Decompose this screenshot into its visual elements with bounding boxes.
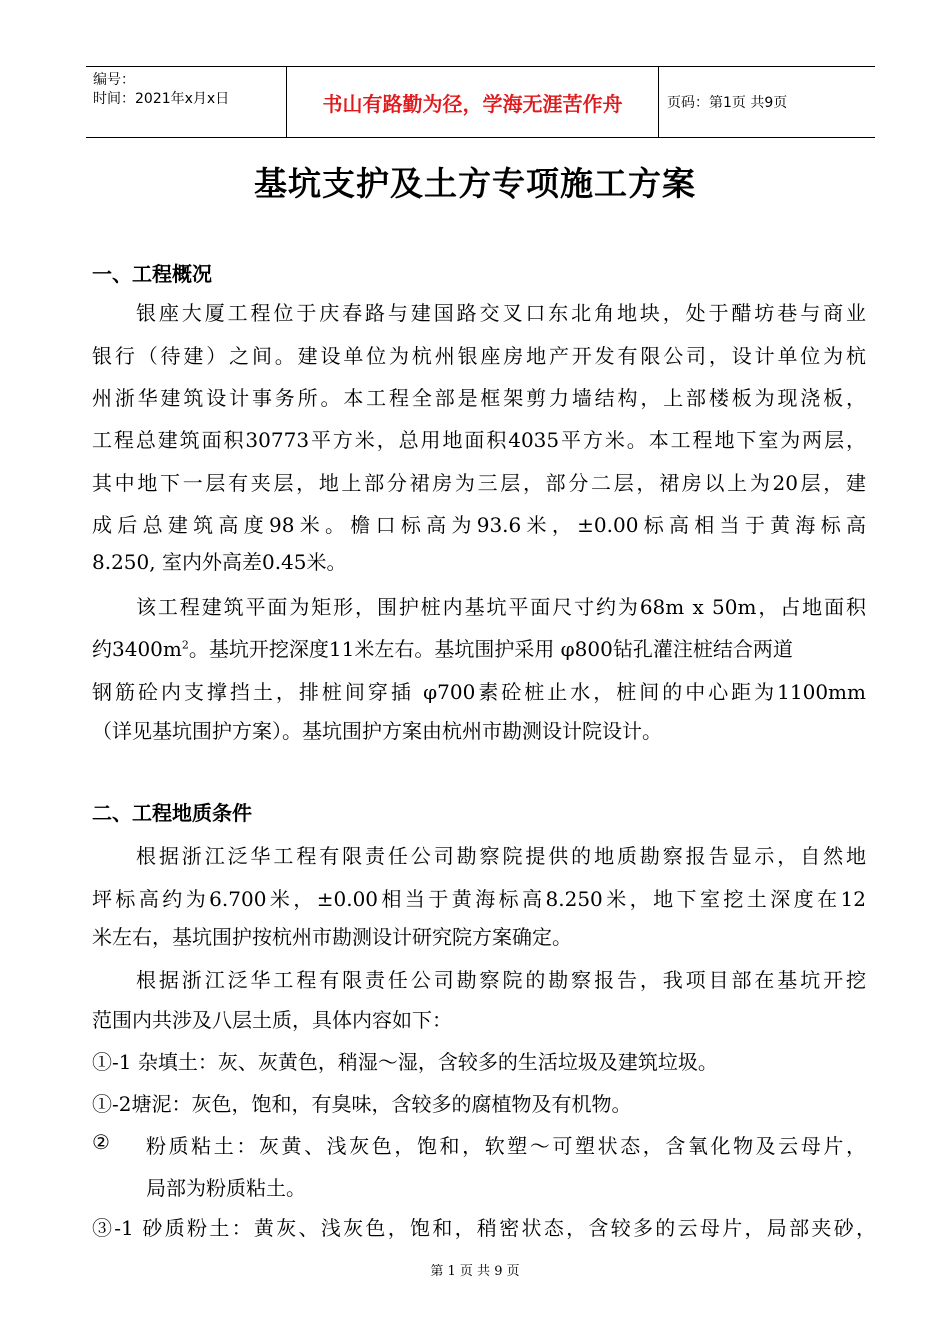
time-label: 时间：2021年x月x日 — [93, 91, 230, 107]
soil-item: ①-1 杂填土：灰、灰黄色，稍湿～湿，含较多的生活垃圾及建筑垃圾。 — [92, 1050, 718, 1074]
superscript-2: 2 — [181, 638, 189, 652]
paragraph-line: 坪标高约为6.700米，±0.00相当于黄海标高8.250米，地下室挖土深度在12 — [92, 887, 866, 911]
soil-item-marker: ② — [92, 1130, 110, 1154]
paragraph-line-area — [92, 633, 793, 662]
area-value: 约3400m — [92, 637, 182, 661]
section-heading-geology: 二、工程地质条件 — [92, 801, 252, 825]
header-meta — [86, 67, 286, 137]
header-page-info: 页码：第1页 共9页 — [667, 95, 788, 111]
document-title: 基坑支护及土方专项施工方案 — [254, 164, 696, 203]
paragraph-line: 成后总建筑高度98米。檐口标高为93.6米，±0.00标高相当于黄海标高 — [92, 513, 866, 537]
soil-item: ③-1 砂质粉土：黄灰、浅灰色，饱和，稍密状态，含较多的云母片，局部夹砂， — [92, 1216, 876, 1240]
soil-item: ①-2塘泥：灰色，饱和，有臭味，含较多的腐植物及有机物。 — [92, 1092, 632, 1116]
paragraph-line: 根据浙江泛华工程有限责任公司勘察院提供的地质勘察报告显示，自然地 — [136, 844, 866, 868]
paragraph-line: 其中地下一层有夹层，地上部分裙房为三层，部分二层，裙房以上为20层，建 — [92, 471, 866, 495]
paragraph-line: 银行（待建）之间。建设单位为杭州银座房地产开发有限公司，设计单位为杭 — [92, 344, 866, 368]
soil-item-continued: 局部为粉质粘土。 — [146, 1176, 306, 1200]
soil-item: 粉质粘土：灰黄、浅灰色，饱和，软塑～可塑状态，含氧化物及云母片， — [146, 1134, 866, 1158]
paragraph-line: 8.250, 室内外高差0.45米。 — [92, 550, 347, 574]
paragraph-line: 钢筋砼内支撑挡土，排桩间穿插 φ700素砼桩止水，桩间的中心距为1100mm — [92, 680, 866, 704]
page-footer: 第 1 页 共 9 页 — [430, 1264, 520, 1279]
header-slogan: 书山有路勤为径，学海无涯苦作舟 — [286, 67, 659, 137]
paragraph-line: 范围内共涉及八层土质，具体内容如下： — [92, 1008, 452, 1032]
paragraph-line: （详见基坑围护方案）。基坑围护方案由杭州市勘测设计院设计。 — [92, 719, 662, 743]
header-table — [86, 66, 875, 138]
section-heading-overview: 一、工程概况 — [92, 262, 212, 286]
paragraph-line: 该工程建筑平面为矩形，围护桩内基坑平面尺寸约为68m x 50m，占地面积 — [136, 595, 866, 619]
paragraph-line: 根据浙江泛华工程有限责任公司勘察院的勘察报告，我项目部在基坑开挖 — [136, 968, 866, 992]
paragraph-line: 州浙华建筑设计事务所。本工程全部是框架剪力墙结构，上部楼板为现浇板， — [92, 386, 866, 410]
area-rest: 。基坑开挖深度11米左右。基坑围护采用 φ800钻孔灌注桩结合两道 — [188, 637, 793, 661]
paragraph-line: 银座大厦工程位于庆春路与建国路交叉口东北角地块，处于醋坊巷与商业 — [136, 301, 866, 325]
paragraph-line: 工程总建筑面积30773平方米，总用地面积4035平方米。本工程地下室为两层， — [92, 428, 866, 452]
id-label: 编号： — [93, 72, 135, 88]
paragraph-line: 米左右，基坑围护按杭州市勘测设计研究院方案确定。 — [92, 925, 572, 949]
